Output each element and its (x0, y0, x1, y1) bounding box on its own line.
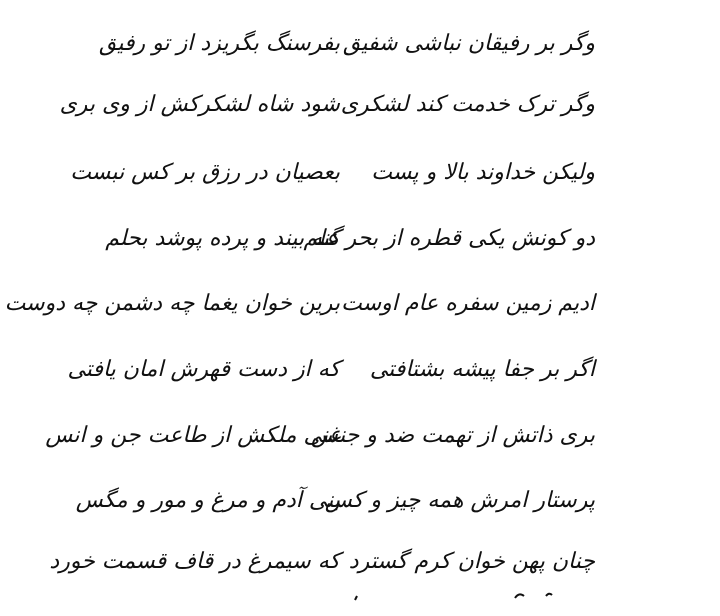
verse-row (0, 284, 720, 324)
left-hemistich: بعصیان در رزق بر کس نبست (70, 160, 340, 185)
left-hemistich: که سیمرغ در قاف قسمت خورد (49, 549, 340, 574)
right-hemistich: اگر بر جفا پیشه بشتافتی (369, 357, 595, 382)
verse-row (0, 24, 720, 64)
verse-row (0, 219, 720, 259)
right-hemistich: وگر بر رفیقان نباشی شفیق (342, 31, 595, 56)
left-hemistich: بنی آدم و مرغ و مور و مگس (75, 488, 340, 513)
right-hemistich: ادیم زمین سفره عام اوست (341, 291, 595, 316)
verse-row (0, 85, 720, 125)
verse-row (0, 350, 720, 390)
left-hemistich: شود شاه لشکرکش از وی بری (59, 92, 340, 117)
left-hemistich: بفرسنگ بگریزد از تو رفیق (99, 31, 340, 56)
verse-row (0, 542, 720, 582)
verse-row (0, 153, 720, 193)
right-hemistich: دو کونش یکی قطره از بحر علم (303, 226, 595, 251)
left-hemistich: گنه بیند و پرده پوشد بحلم (105, 226, 340, 251)
right-hemistich: چنان پهن خوان کرم گسترد (348, 549, 595, 574)
cut-off-ink-marks (0, 586, 720, 603)
verse-row (0, 481, 720, 521)
right-hemistich: بری ذاتش از تهمت ضد و جنس (311, 423, 595, 448)
left-hemistich: غنی ملکش از طاعت جن و انس (45, 423, 340, 448)
right-hemistich: وگر ترک خدمت کند لشکری (340, 92, 595, 117)
right-hemistich: پرستار امرش همه چیز و کس (324, 488, 595, 513)
left-hemistich: برین خوان یغما چه دشمن چه دوست (4, 291, 340, 316)
verse-row (0, 416, 720, 456)
left-hemistich: که از دست قهرش امان یافتی (67, 357, 340, 382)
cut-off-verse-row (0, 586, 720, 616)
right-hemistich: ولیکن خداوند بالا و پست (371, 160, 595, 185)
